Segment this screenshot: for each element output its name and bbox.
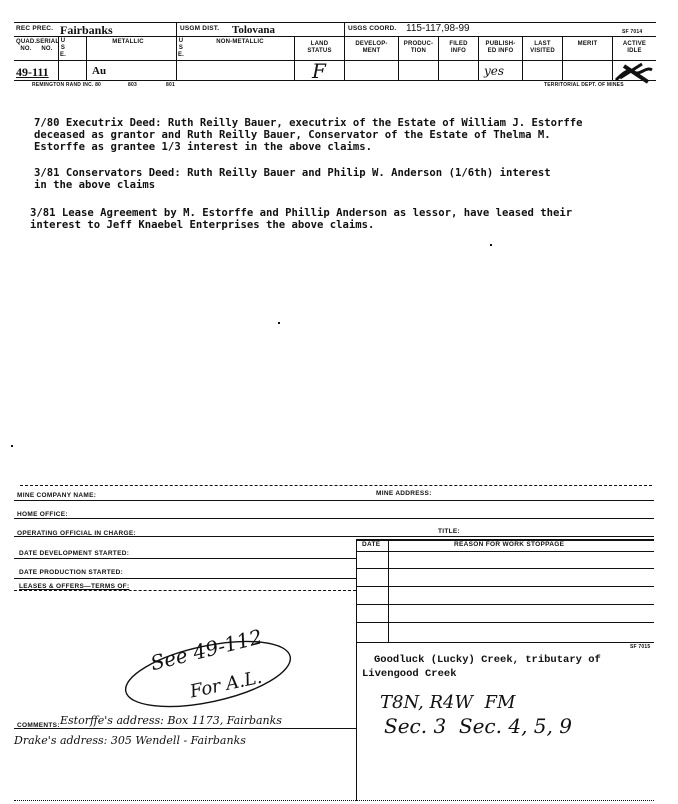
col-merit: MERIT bbox=[577, 41, 598, 47]
row-serial: 49-111 bbox=[16, 65, 49, 79]
entry-lease-agreement: 3/81 Lease Agreement by M. Estorffe and Phillip Anderson as lessor, have leased their interest to Jeff Knaebel Enterprises the above claims. bbox=[30, 207, 573, 231]
dept-line: TERRITORIAL DEPT. OF MINES bbox=[544, 82, 624, 88]
col-metallic: METALLIC bbox=[112, 39, 144, 45]
col-published-info: PUBLISH- ED INFO bbox=[485, 41, 516, 54]
circled-note-line-2: For A.L. bbox=[188, 666, 264, 703]
reason-col-header: REASON FOR WORK STOPPAGE bbox=[454, 541, 565, 548]
col-land-status: LAND STATUS bbox=[307, 41, 332, 54]
col-use: U S E. bbox=[59, 38, 67, 58]
col-use-2: U S E. bbox=[177, 38, 185, 58]
date-dev-started-label: DATE DEVELOPMENT STARTED: bbox=[19, 550, 130, 557]
col-filed-info: FILED INFO bbox=[449, 41, 468, 54]
col-production: PRODUC- TION bbox=[403, 41, 434, 54]
date-col-header: DATE bbox=[362, 541, 381, 548]
col-development: DEVELOP- MENT bbox=[355, 41, 388, 54]
title-label: TITLE: bbox=[438, 528, 461, 535]
speck bbox=[278, 322, 280, 324]
comments-line-2: Drake's address: 305 Wendell - Fairbanks bbox=[14, 734, 246, 747]
mine-company-name-label: MINE COMPANY NAME: bbox=[17, 492, 97, 499]
printer-code-1: 803 bbox=[128, 82, 137, 88]
lower-form bbox=[0, 470, 678, 804]
comments-label: COMMENTS: bbox=[17, 722, 60, 729]
row-land-status: F bbox=[312, 59, 326, 83]
usgs-coord-label: USGS COORD. bbox=[348, 25, 397, 32]
home-office-label: HOME OFFICE: bbox=[17, 511, 68, 518]
section-line: Sec. 3 Sec. 4, 5, 9 bbox=[384, 714, 572, 738]
usgs-dist-label: USGM DIST. bbox=[180, 25, 220, 32]
speck bbox=[490, 244, 492, 246]
col-serial-no: SERIAL NO. bbox=[36, 39, 60, 52]
col-active-idle: ACTIVE IDLE bbox=[622, 41, 647, 54]
operating-official-label: OPERATING OFFICIAL IN CHARGE: bbox=[17, 530, 136, 537]
form-number: SF 7014 bbox=[622, 29, 643, 35]
col-quad-no: QUAD. NO. bbox=[16, 39, 37, 52]
township-line: T8N, R4W FM bbox=[380, 692, 516, 713]
entry-executrix-deed: 7/80 Executrix Deed: Ruth Reilly Bauer, executrix of the Estate of William J. Estorffe deceased as grantor and Ruth Reilly Bauer, Conservator of the Estate of Thelma M. Estorffe as grantee 1/3 interest in the above claims. bbox=[34, 117, 583, 153]
rec-prec-value: Fairbanks bbox=[60, 23, 113, 37]
circled-note-line-1: See 49-112 bbox=[148, 624, 265, 676]
usgs-dist-value: Tolovana bbox=[232, 24, 276, 36]
row-metallic-code: Au bbox=[92, 65, 107, 77]
date-prod-started-label: DATE PRODUCTION STARTED: bbox=[19, 569, 124, 576]
col-non-metallic: NON-METALLIC bbox=[216, 39, 264, 45]
rec-prec-label: REC PREC. bbox=[16, 25, 54, 32]
col-last-visited: LAST VISITED bbox=[530, 41, 555, 54]
location-line-2: Livengood Creek bbox=[362, 668, 457, 680]
printer-line: REMINGTON RAND INC. 80 bbox=[32, 82, 102, 88]
printer-code-2: 801 bbox=[166, 82, 175, 88]
leases-offers-label: LEASES & OFFERS—TERMS OF: bbox=[19, 583, 130, 590]
row-published-info: yes bbox=[484, 64, 505, 78]
header-card bbox=[14, 22, 656, 86]
entry-conservators-deed: 3/81 Conservators Deed: Ruth Reilly Bauer and Philip W. Anderson (1/6th) interest in the above claims bbox=[34, 167, 551, 191]
usgs-coord-value: 115-117,98-99 bbox=[406, 23, 470, 34]
active-marker-scribble bbox=[612, 62, 656, 84]
speck bbox=[11, 445, 13, 447]
form-number-2: SF 7015 bbox=[630, 644, 651, 650]
location-line-1: Goodluck (Lucky) Creek, tributary of bbox=[374, 654, 601, 666]
comments-line-1: Estorffe's address: Box 1173, Fairbanks bbox=[60, 714, 282, 727]
mine-address-label: MINE ADDRESS: bbox=[376, 490, 432, 497]
